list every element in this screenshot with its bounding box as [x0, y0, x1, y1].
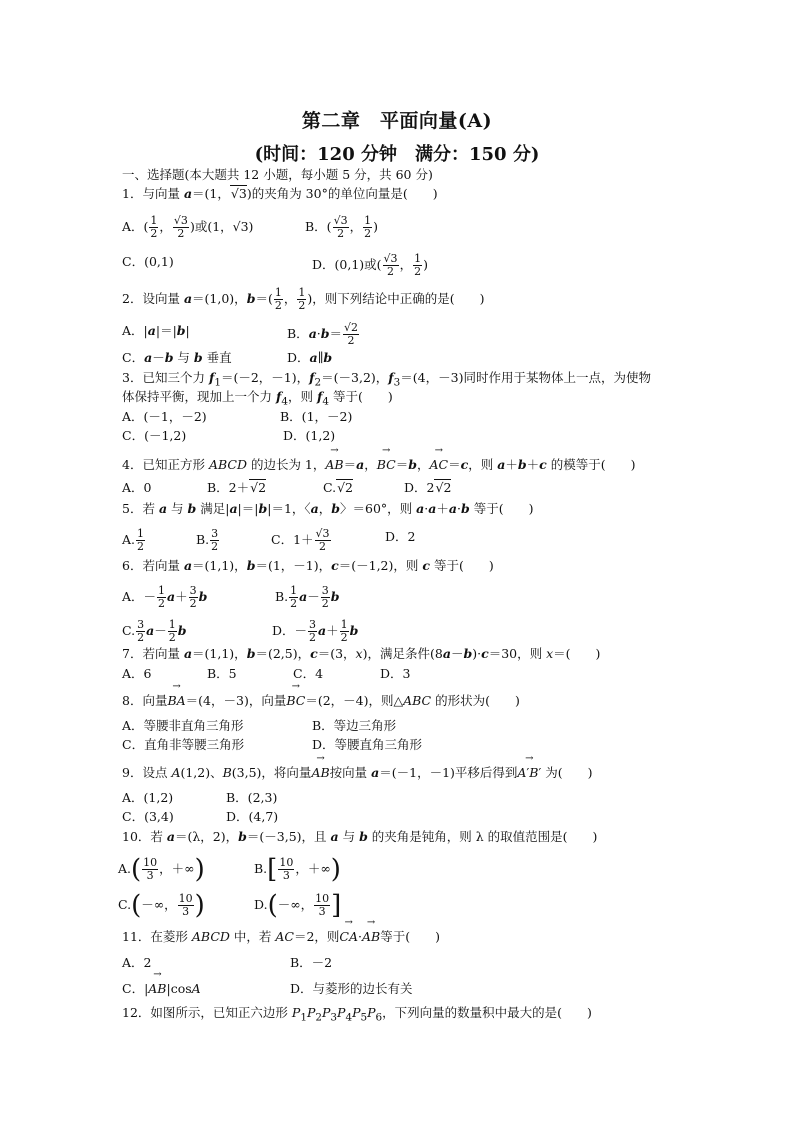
q6-option-d[interactable]: D．－ $\frac{3}{2}$ a＋ $\frac{1}{2}$ b: [272, 618, 359, 644]
q10-option-b[interactable]: B.[ $\frac{10}{3}$ ，＋∞): [254, 854, 341, 885]
question-3-line-2: 体保持平衡，现加上一个力 $f_4$，则 $f_4$ 等于( ): [122, 389, 393, 408]
q1-option-a[interactable]: A．( $\frac{1}{2}$ ， $\frac{√3}{2}$ )或(1，√3): [122, 214, 254, 240]
question-5: 5．若 a 与 b 满足|a|＝|b|＝1，〈a，b〉＝60°，则 a·a＋a·b 等于( ): [122, 501, 534, 516]
q7-option-b[interactable]: B．5: [207, 666, 237, 681]
q6-option-a[interactable]: A．－ $\frac{1}{2}$ a＋ $\frac{3}{2}$ b: [122, 584, 208, 610]
q3-option-b[interactable]: B．(1，－2): [280, 409, 353, 424]
q11-option-c[interactable]: C．|→ AB|cosA: [122, 980, 201, 998]
q9-option-c[interactable]: C．(3,4): [122, 809, 174, 824]
q3-option-d[interactable]: D．(1,2): [283, 428, 336, 443]
question-9: 9．设点 A(1,2)、B(3,5)，将向量→ AB按向量 a＝(－1，－1)平移后得到→ A′B′ 为( ): [122, 764, 593, 782]
q1-option-b[interactable]: B．( $\frac{√3}{2}$ ， $\frac{1}{2}$ ): [305, 214, 378, 240]
question-7: 7．若向量 a＝(1,1)，b＝(2,5)，c＝(3，x)，满足条件(8a－b)·c＝30，则 x＝( ): [122, 646, 601, 661]
question-3-line-1: 3．已知三个力 $f_1=(-2$，－1)，$f_2=(-3,2)$，$f_3=(4$，－3)同时作用于某物体上一点，为使物: [122, 370, 651, 389]
q11-option-b[interactable]: B．－2: [290, 955, 333, 970]
q10-option-a[interactable]: A.( $\frac{10}{3}$ ，＋∞): [118, 854, 205, 885]
q9-option-b[interactable]: B．(2,3): [226, 790, 278, 805]
q7-option-d[interactable]: D．3: [380, 666, 411, 681]
q3-option-a[interactable]: A．(－1，－2): [122, 409, 207, 424]
q4-option-b[interactable]: B．2＋√2: [207, 480, 267, 495]
q5-option-d[interactable]: D．2: [385, 529, 416, 544]
q9-option-a[interactable]: A．(1,2): [122, 790, 174, 805]
question-12: 12．如图所示，已知正六边形 $P_1P_2P_3P_4P_5P_6$，下列向量的数量积中最大的是( ): [122, 1005, 592, 1024]
q4-option-c[interactable]: C.√2: [323, 480, 354, 495]
q8-option-c[interactable]: C．直角非等腰三角形: [122, 737, 245, 752]
q8-option-b[interactable]: B．等边三角形: [312, 718, 397, 733]
q4-option-d[interactable]: D．2√2: [404, 480, 452, 495]
q11-option-a[interactable]: A．2: [122, 955, 152, 970]
q2-option-c[interactable]: C．a－b 与 b 垂直: [122, 350, 232, 365]
q2-option-d[interactable]: D．a∥b: [287, 350, 333, 365]
question-11: 11．在菱形 ABCD 中，若 AC＝2，则→ CA·→ AB等于( ): [122, 928, 440, 946]
q5-option-b[interactable]: B. $\frac{3}{2}$: [196, 527, 219, 553]
q9-option-d[interactable]: D．(4,7): [226, 809, 279, 824]
q4-option-a[interactable]: A．0: [122, 480, 152, 495]
question-8: 8．向量→ BA＝(4，－3)，向量→ BC＝(2，－4)，则△ABC 的形状为( ): [122, 692, 520, 710]
q1-option-c[interactable]: C．(0,1): [122, 254, 174, 269]
question-2: 2．设向量 a＝(1,0)，b＝( $\frac{1}{2}$ ， $\frac{1}{2}$ )，则下列结论中正确的是( ): [122, 286, 485, 312]
question-1: 1．与向量 a＝(1，√3)的夹角为 30°的单位向量是( ): [122, 186, 438, 201]
q7-option-a[interactable]: A．6: [122, 666, 152, 681]
q8-option-a[interactable]: A．等腰非直角三角形: [122, 718, 244, 733]
q1-option-d[interactable]: D．(0,1)或( $\frac{√3}{2}$ ， $\frac{1}{2}$ ): [312, 252, 428, 278]
q5-option-a[interactable]: A. $\frac{1}{2}$: [122, 527, 145, 553]
q6-option-c[interactable]: C. $\frac{3}{2}$ a－ $\frac{1}{2}$ b: [122, 618, 187, 644]
q11-option-d[interactable]: D．与菱形的边长有关: [290, 981, 413, 996]
section-heading: 一、选择题(本大题共 12 小题，每小题 5 分，共 60 分): [122, 167, 433, 182]
question-4: 4．已知正方形 ABCD 的边长为 1，→ AB＝a，→ BC＝b，→ AC＝c，则 a＋b＋c 的模等于( ): [122, 456, 635, 474]
q2-option-b[interactable]: B．a·b＝ $\frac{√2}{2}$: [287, 321, 359, 347]
q6-option-b[interactable]: B. $\frac{1}{2}$ a－ $\frac{3}{2}$ b: [275, 584, 340, 610]
q7-option-c[interactable]: C．4: [293, 666, 324, 681]
page-title: 第二章 平面向量(A): [301, 110, 493, 132]
q5-option-c[interactable]: C．1＋ $\frac{√3}{2}$: [271, 527, 330, 553]
q2-option-a[interactable]: A．|a|＝|b|: [122, 323, 190, 338]
q3-option-c[interactable]: C．(－1,2): [122, 428, 187, 443]
q8-option-d[interactable]: D．等腰直角三角形: [312, 737, 423, 752]
question-6: 6．若向量 a＝(1,1)，b＝(1，－1)，c＝(－1,2)，则 c 等于( ): [122, 558, 494, 573]
q10-option-d[interactable]: D.(－∞， $\frac{10}{3}$ ]: [254, 890, 342, 921]
q10-option-c[interactable]: C.(－∞， $\frac{10}{3}$ ): [118, 890, 205, 921]
question-10: 10．若 a＝(λ，2)，b＝(－3,5)，且 a 与 b 的夹角是钝角，则 λ 的取值范围是( ): [122, 829, 598, 844]
page-subtitle: (时间：120 分钟 满分：150 分): [254, 144, 540, 165]
